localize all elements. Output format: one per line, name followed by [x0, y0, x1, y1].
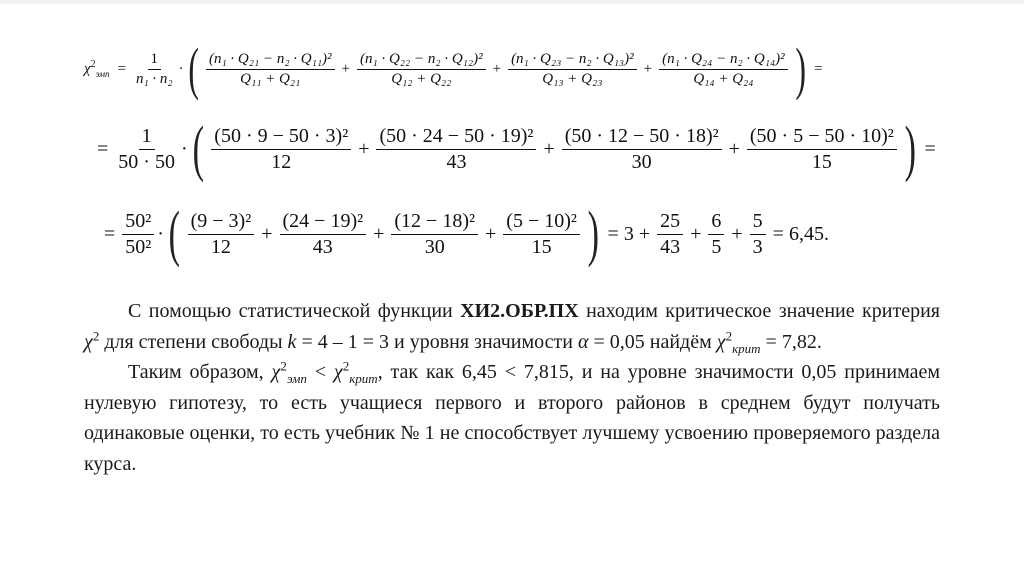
paragraph-critical-value: С помощью статистической функции ХИ2.ОБР.ПХ находим критическое значение критерия $\chi^2$ для степени свободы k = 4 – 1 = 3 и уровня значимости α = 0,05 найдём $\chi^2_{крит} = 7,82$.: [84, 300, 940, 356]
result-fraction-1: $\frac{25}{43}$: [657, 210, 683, 259]
top-divider: [0, 0, 1024, 4]
chi-emp-symbol: $\chi^2_{эмп}$: [84, 59, 110, 79]
term-fraction-2: $\frac{\text{(50 · 24 − 50 · 19)²}}{43}$: [376, 125, 536, 174]
open-paren: (: [187, 36, 199, 101]
term-fraction-4: $\frac{\text{(50 · 5 − 50 · 10)²}}{15}$: [747, 125, 897, 174]
open-paren: (: [192, 115, 204, 183]
dot-operator: ·: [180, 137, 188, 160]
term-fraction-3: $\frac{\text{(n₁ · Q₂₃ − n₂ · Q₁₃)²}}{\text{Q₁₃ + Q₂₃}}$: [508, 51, 637, 88]
close-paren: ): [795, 36, 806, 101]
open-paren: (: [168, 200, 180, 268]
body-text: [84, 296, 940, 479]
term-fraction-1: $\frac{\text{(50 · 9 − 50 · 3)²}}{12}$: [211, 125, 351, 174]
plus-sign: +: [690, 222, 702, 245]
term-fraction-3: $\frac{\text{(12 − 18)²}}{30}$: [391, 210, 478, 259]
plus-sign: +: [731, 222, 743, 245]
coefficient-fraction: $\frac{1}{50 \cdot 50}$: [118, 124, 175, 173]
plus-sign: +: [373, 222, 385, 245]
close-paren: ): [904, 115, 916, 183]
equals-sign: =: [117, 60, 126, 77]
formula-row-2: [93, 115, 940, 183]
plus-sign: +: [492, 60, 502, 77]
term-fraction-1: $\frac{\text{(9 − 3)²}}{12}$: [188, 210, 255, 259]
formula-row-1: [84, 36, 826, 101]
plus-sign: +: [643, 60, 653, 77]
equals-sign: =: [97, 137, 109, 160]
plus-sign: +: [485, 222, 497, 245]
coefficient-fraction: $\frac{\text{50²}}{\text{50²}}$: [122, 210, 154, 259]
equals-sign: =: [104, 222, 116, 245]
dot-operator: ·: [178, 60, 184, 77]
formula-row-3: [100, 200, 833, 268]
term-fraction-4: $\frac{\text{(5 − 10)²}}{15}$: [503, 210, 580, 259]
plus-sign: +: [261, 222, 273, 245]
equals-sign: =: [814, 60, 823, 77]
paragraph-conclusion: Таким образом, $\chi^2_{эмп} < \chi^2_{крит}$, так как 6,45 < 7,815, и на уровне значимости 0,05 принимаем нулевую гипотезу, то есть учащиеся первого и второго районов в среднем будут получать одинаковые оценки, то есть учебник № 1 не способствует лучшему усвоению проверяемого раздела курса.: [84, 358, 940, 475]
plus-sign: +: [543, 137, 555, 160]
function-name: ХИ2.ОБР.ПХ: [460, 300, 579, 322]
close-paren: ): [587, 200, 599, 268]
result-value: = 6,45.: [772, 222, 829, 245]
result-fraction-2: $\frac{6}{5}$: [708, 210, 724, 259]
term-fraction-1: $\frac{\text{(n₁ · Q₂₁ − n₂ · Q₁₁)²}}{\text{Q₁₁ + Q₂₁}}$: [206, 51, 335, 88]
plus-sign: +: [358, 137, 370, 160]
equals-sign: =: [924, 137, 936, 160]
plus-sign: +: [728, 137, 740, 160]
plus-sign: +: [341, 60, 351, 77]
dot-operator: ·: [157, 222, 164, 245]
term-fraction-2: $\frac{\text{(24 − 19)²}}{43}$: [280, 210, 367, 259]
equals-three-plus: = 3 +: [607, 222, 651, 245]
term-fraction-4: $\frac{\text{(n₁ · Q₂₄ − n₂ · Q₁₄)²}}{\text{Q₁₄ + Q₂₄}}$: [659, 51, 788, 88]
term-fraction-3: $\frac{\text{(50 · 12 − 50 · 18)²}}{30}$: [562, 125, 722, 174]
coefficient-fraction: $\frac{1}{\text{n₁ · n₂}}$: [135, 50, 173, 87]
term-fraction-2: $\frac{\text{(n₁ · Q₂₂ − n₂ · Q₁₂)²}}{\text{Q₁₂ + Q₂₂}}$: [357, 51, 486, 88]
result-fraction-3: $\frac{5}{3}$: [750, 210, 766, 259]
